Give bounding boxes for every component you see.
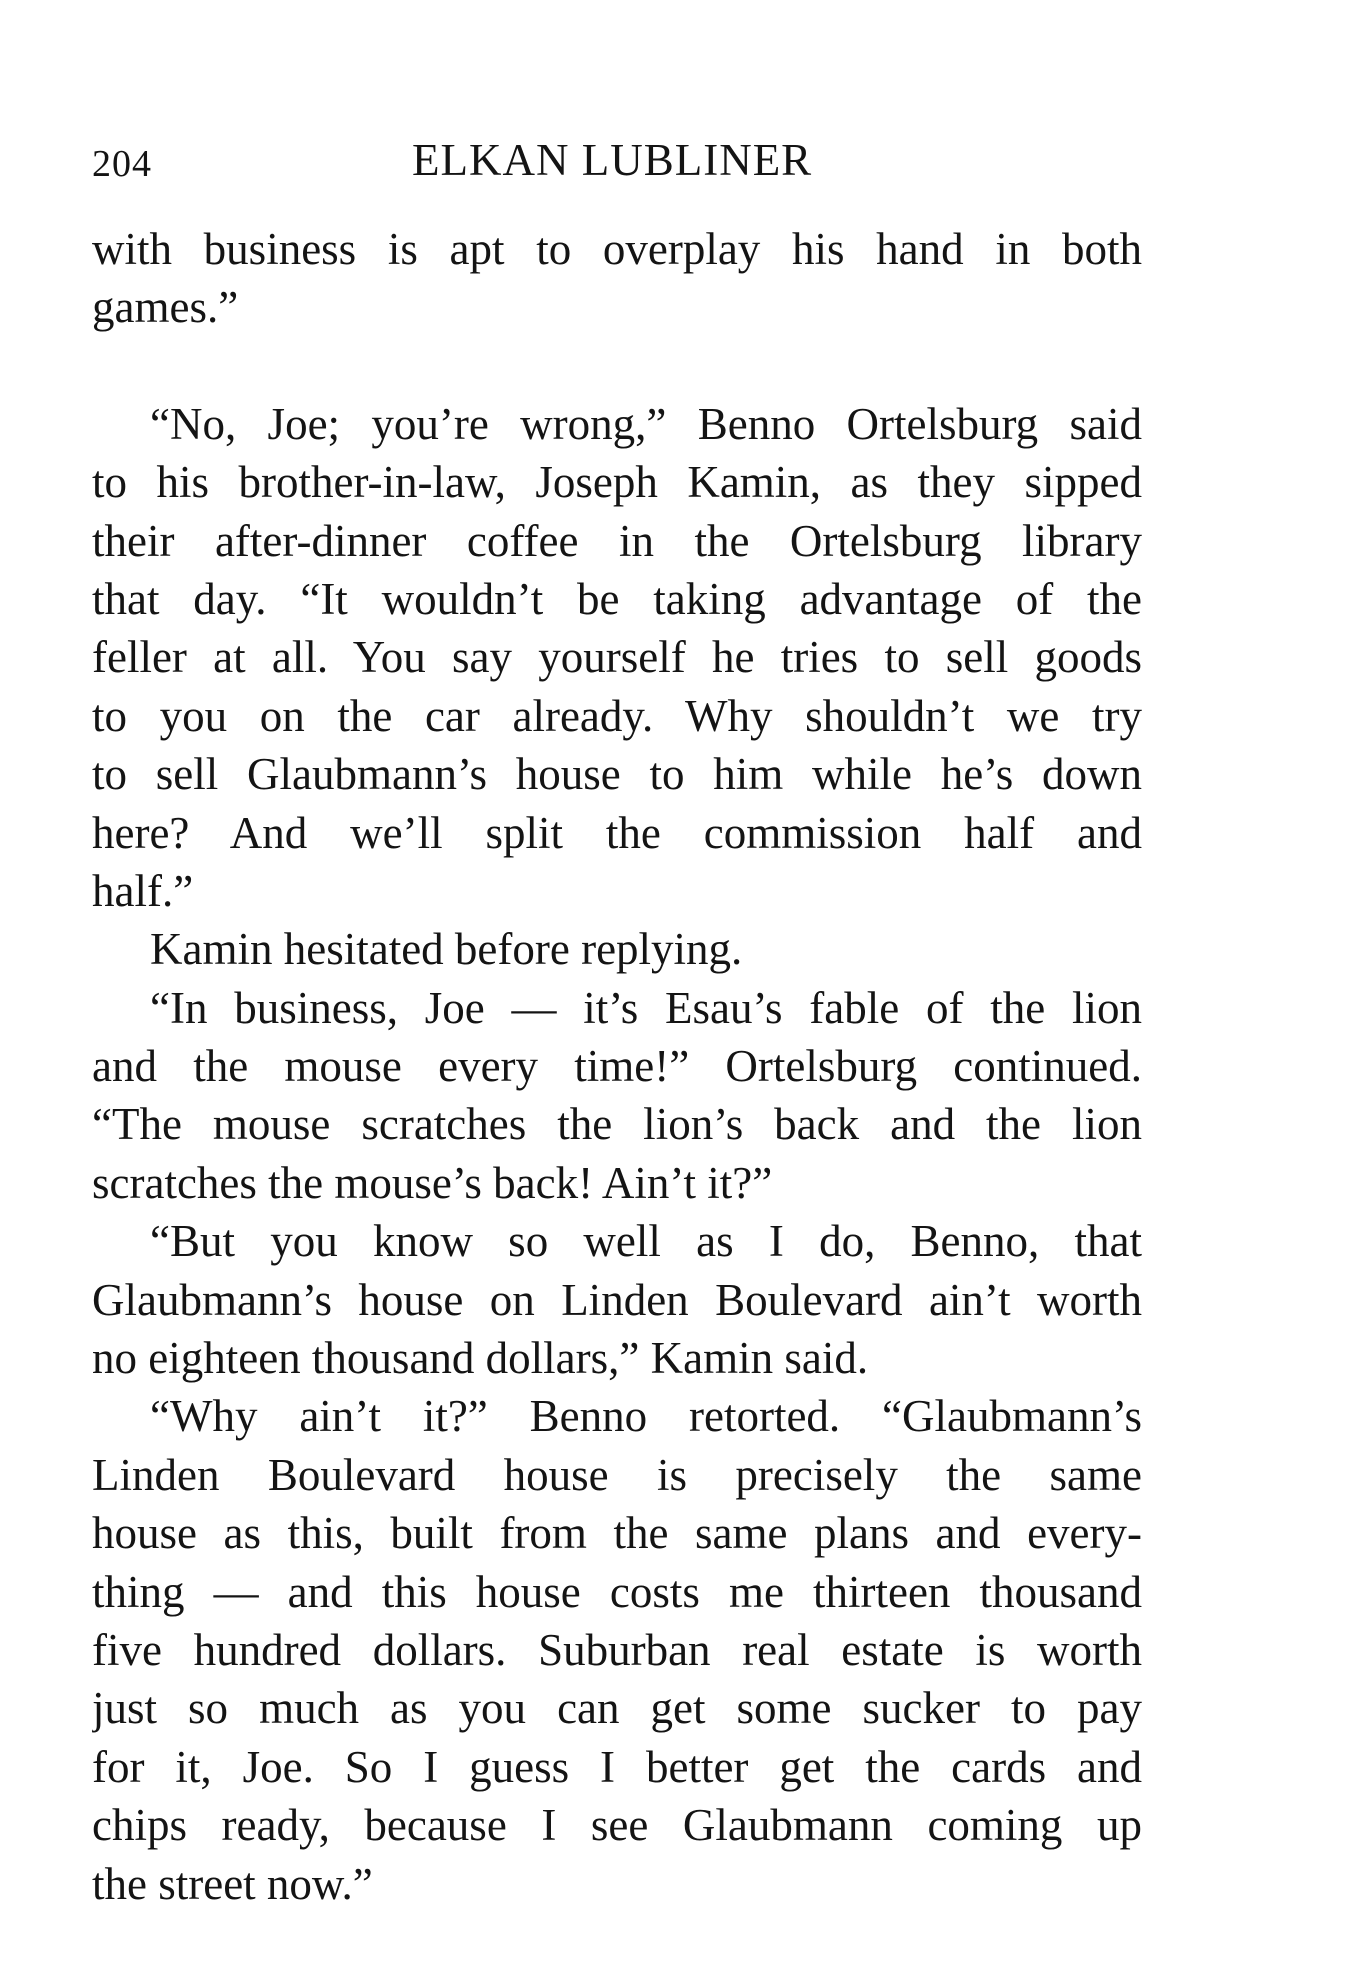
text-line: games.” bbox=[92, 282, 239, 333]
text-line: thing — and this house costs me thirteen thousand bbox=[92, 1566, 1142, 1617]
section-break bbox=[92, 337, 1142, 395]
text-line: and the mouse every time!” Ortelsburg continued. bbox=[92, 1041, 1142, 1092]
text-line: Kamin hesitated before replying. bbox=[150, 924, 743, 975]
paragraph-continuation bbox=[92, 220, 1142, 337]
text-line: for it, Joe. So I guess I better get the cards and bbox=[92, 1741, 1142, 1792]
text-line: chips ready, because I see Glaubmann coming up bbox=[92, 1800, 1142, 1851]
running-head: ELKAN LUBLINER bbox=[412, 135, 813, 185]
text-line: “No, Joe; you’re wrong,” Benno Ortelsburg said bbox=[150, 398, 1142, 449]
text-line: half.” bbox=[92, 865, 194, 916]
text-line: their after-dinner coffee in the Ortelsburg library bbox=[92, 515, 1142, 566]
text-line: here? And we’ll split the commission half and bbox=[92, 807, 1142, 858]
text-line: to sell Glaubmann’s house to him while he’s down bbox=[92, 749, 1142, 800]
text-line: to his brother-in-law, Joseph Kamin, as they sipped bbox=[92, 457, 1142, 508]
text-line: no eighteen thousand dollars,” Kamin said. bbox=[92, 1333, 869, 1384]
text-line: the street now.” bbox=[92, 1858, 373, 1909]
paragraph bbox=[92, 979, 1142, 1213]
text-line: “But you know so well as I do, Benno, that bbox=[150, 1216, 1142, 1267]
text-line: to you on the car already. Why shouldn’t we try bbox=[92, 690, 1142, 741]
text-line: scratches the mouse’s back! Ain’t it?” bbox=[92, 1157, 773, 1208]
text-line: Linden Boulevard house is precisely the same bbox=[92, 1449, 1142, 1500]
text-line: with business is apt to overplay his hand in both bbox=[92, 224, 1142, 274]
paragraph bbox=[92, 395, 1142, 921]
text-line: house as this, built from the same plans and every- bbox=[92, 1508, 1142, 1559]
text-line: “In business, Joe — it’s Esau’s fable of the lion bbox=[150, 982, 1142, 1033]
text-line: feller at all. You say yourself he tries to sell goods bbox=[92, 632, 1142, 683]
text-line: “The mouse scratches the lion’s back and the lion bbox=[92, 1099, 1142, 1150]
paragraph bbox=[92, 920, 1142, 978]
text-line: just so much as you can get some sucker to pay bbox=[92, 1683, 1142, 1734]
text-line: five hundred dollars. Suburban real estate is worth bbox=[92, 1624, 1142, 1675]
page-header bbox=[92, 134, 1142, 194]
text-line: that day. “It wouldn’t be taking advantage of the bbox=[92, 573, 1142, 624]
paragraph bbox=[92, 1387, 1142, 1913]
body-text bbox=[92, 220, 1142, 1913]
paragraph bbox=[92, 1212, 1142, 1387]
text-line: Glaubmann’s house on Linden Boulevard ain’t worth bbox=[92, 1274, 1142, 1325]
page-number: 204 bbox=[92, 143, 152, 185]
text-line: “Why ain’t it?” Benno retorted. “Glaubmann’s bbox=[150, 1391, 1142, 1442]
